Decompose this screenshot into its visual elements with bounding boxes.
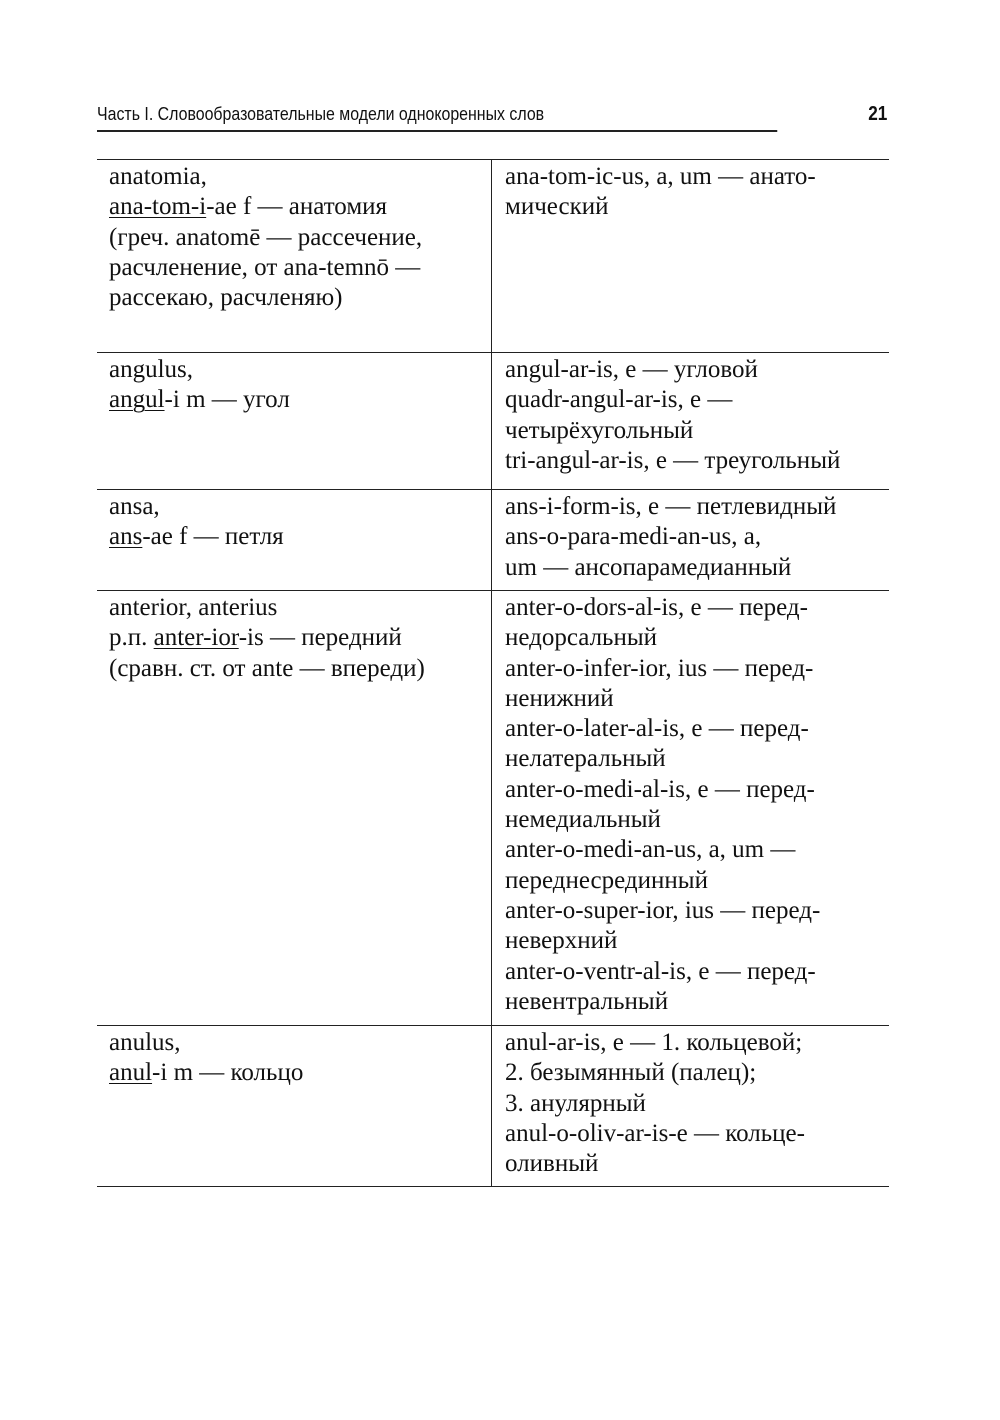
stem-ending: -i m — угол <box>164 386 290 414</box>
derivative-line: 2. безымянный (палец); <box>505 1059 757 1087</box>
derivative-line: ans-i-form-is, e — петлевидный <box>505 493 837 520</box>
derivatives-cell <box>492 490 890 591</box>
derivative-line: ana-tom-ic-us, a, um — анато- <box>505 163 816 190</box>
table-row <box>97 1026 889 1187</box>
derivative-line: четырёхугольный <box>505 416 694 444</box>
base-word-cell <box>97 160 492 353</box>
stem-line <box>109 385 481 415</box>
derivative-line: tri-angul-ar-is, e — треугольный <box>505 446 841 474</box>
derivatives-cell <box>492 1026 890 1187</box>
etymology-line: расчленение, от ana-temnō — <box>109 253 421 281</box>
derivative-line: мический <box>505 193 609 221</box>
headword: anulus, <box>109 1029 181 1056</box>
derivative-line: anter-o-ventr-al-is, e — перед- <box>505 957 816 985</box>
derivative-line: anter-o-medi-al-is, e — перед- <box>505 775 815 803</box>
derivative-line: ans-o-para-medi-an-us, a, <box>505 523 762 551</box>
page-number: 21 <box>868 103 888 125</box>
derivative-line: неверхний <box>505 927 618 955</box>
derivative-line: нелатеральный <box>505 745 666 773</box>
derivative-line: немедиальный <box>505 806 661 834</box>
derivative-line: anter-o-super-ior, ius — перед- <box>505 896 821 924</box>
stem-underlined: angul <box>109 386 165 414</box>
derivative-line: невентральный <box>505 987 669 1015</box>
etymology-line: (сравн. ст. от ante — впереди) <box>109 654 425 682</box>
stem-ending: -is — передний <box>238 624 402 652</box>
derivative-line: anul-ar-is, e — 1. кольцевой; <box>505 1029 803 1056</box>
word-formation-table <box>97 159 889 1187</box>
derivative-line: quadr-angul-ar-is, e — <box>505 386 733 414</box>
stem-ending: -i m — кольцо <box>152 1059 304 1087</box>
derivative-line: um — ансопарамедианный <box>505 553 792 581</box>
derivative-line: angul-ar-is, e — угловой <box>505 356 758 383</box>
derivatives-cell <box>492 160 890 353</box>
derivative-line: anter-o-medi-an-us, a, um — <box>505 836 796 864</box>
derivative-line: оливный <box>505 1150 599 1178</box>
headword: ansa, <box>109 493 160 520</box>
case-prefix: р.п. <box>109 624 154 652</box>
headword: anatomia, <box>109 163 207 190</box>
running-header <box>97 100 888 132</box>
stem-line <box>109 192 481 222</box>
stem-underlined: anul <box>109 1059 153 1087</box>
table-row <box>97 160 889 353</box>
derivative-line: недорсальный <box>505 624 658 652</box>
derivative-line: ненижний <box>505 684 614 712</box>
headword: angulus, <box>109 356 194 383</box>
table-row <box>97 490 889 591</box>
table-row <box>97 591 889 1026</box>
stem-ending: -ae f — анатомия <box>206 193 388 221</box>
derivative-line: anul-o-oliv-ar-is-e — кольце- <box>505 1119 805 1147</box>
derivative-line: anter-o-infer-ior, ius — перед- <box>505 654 814 682</box>
derivative-line: anter-o-dors-al-is, e — перед- <box>505 594 808 621</box>
headword: anterior, anterius <box>109 594 278 621</box>
stem-underlined: ans <box>109 523 143 551</box>
stem-ending: -ae f — петля <box>142 523 284 551</box>
derivatives-cell <box>492 591 890 1026</box>
derivative-line: переднесрединный <box>505 866 708 894</box>
stem-underlined: ana-tom-i <box>109 193 207 221</box>
table-row <box>97 353 889 490</box>
base-word-cell <box>97 1026 492 1187</box>
header-title: Часть I. Словообразовательные модели однокоренных слов <box>97 103 545 124</box>
derivative-line: anter-o-later-al-is, e — перед- <box>505 715 809 743</box>
etymology-line: (греч. anatomē — рассечение, <box>109 223 423 251</box>
stem-line <box>109 623 481 653</box>
etymology-line: рассекаю, расчленяю) <box>109 284 343 312</box>
base-word-cell <box>97 490 492 591</box>
derivative-line: 3. анулярный <box>505 1089 646 1117</box>
base-word-cell <box>97 591 492 1026</box>
derivatives-cell <box>492 353 890 490</box>
base-word-cell <box>97 353 492 490</box>
stem-line <box>109 1058 481 1088</box>
stem-underlined: anter-ior <box>153 624 239 652</box>
stem-line <box>109 522 481 552</box>
